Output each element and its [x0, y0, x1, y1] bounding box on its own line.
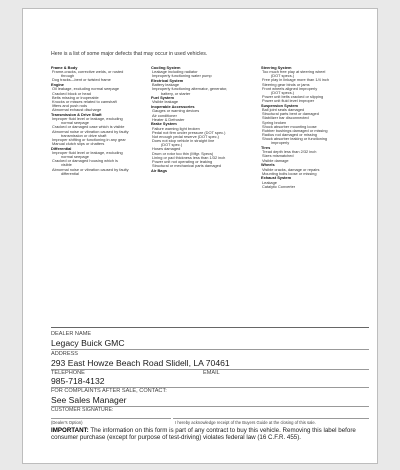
complaints-contact: See Sales Manager	[51, 395, 127, 405]
defect-item: Hoses damaged	[152, 146, 181, 152]
defect-item: battery, or starter	[161, 90, 191, 96]
defect-category: Transmission & Drive Shaft	[51, 111, 102, 117]
defect-item: Power unit belts cracked or slipping	[262, 94, 324, 100]
defect-item: Heater & Defroster	[152, 116, 185, 122]
defect-item: normal seepage	[61, 120, 89, 126]
defect-item: through	[61, 73, 75, 79]
signature-line	[51, 418, 171, 419]
defect-item: Abnormal exhaust discharge	[52, 107, 102, 113]
defect-item: Radius rod damaged or missing	[262, 132, 317, 138]
dealer-telephone: 985-718-4132	[51, 376, 105, 386]
defect-item: Stabilizer bar disconnected	[262, 115, 309, 121]
defect-item: Improperly functioning water pump	[152, 73, 212, 79]
acknowledgement-text: I hereby acknowledge receipt of the Buyers Guide at the closing of this sale.	[175, 420, 316, 425]
defect-item: Dog tracks—bent or twisted frame	[52, 77, 111, 83]
dealer-name-label: DEALER NAME	[51, 331, 92, 337]
defect-item: improperly	[271, 140, 290, 146]
defect-category: Fuel System	[151, 95, 174, 101]
defect-item: Tread depth less than 2/32 inch	[262, 149, 317, 155]
defect-item: transmission or drive shaft	[61, 132, 107, 138]
defect-item: Battery leakage	[152, 82, 180, 88]
defect-item: visible	[61, 162, 72, 168]
important-notice	[51, 427, 371, 442]
defect-item: (DOT specs.)	[271, 89, 295, 95]
defect-item: Power unit fluid level improper	[262, 98, 315, 104]
defect-item: Leakage including radiator	[152, 69, 198, 75]
defect-category: Inoperable Accessories	[151, 104, 195, 110]
defect-item: Abnormal noise or vibration caused by faulty	[52, 166, 129, 172]
defect-item: Does not stop vehicle in straight line	[152, 138, 215, 144]
defect-item: Free play in linkage more than 1/4 inch	[262, 77, 330, 83]
defects-column-3	[261, 66, 361, 189]
defect-item: Drum or rotor too thin (Mfgr. Specs)	[152, 150, 214, 156]
defects-columns	[51, 66, 369, 328]
address-label: ADDRESS	[51, 351, 79, 357]
defect-item: Frame-cracks, corrective welds, or rusted	[52, 69, 124, 75]
defects-column-1	[51, 66, 143, 176]
defect-item: (DOT specs.)	[271, 73, 295, 79]
important-lead: IMPORTANT:	[51, 427, 89, 434]
defect-item: Catalytic Converter	[262, 183, 296, 189]
defect-item: Visible leakage	[152, 99, 179, 105]
dealer-name: Legacy Buick GMC	[51, 338, 125, 348]
defect-item: Ball joint seals damaged	[262, 107, 305, 113]
important-text: The information on this form is part of any contract to buy this vehicle. Removing this label before consumer purchase (except for purpose of test-driving) violates federal law (16 C.F.R. 455).	[51, 427, 356, 442]
defect-item: Visible damage	[262, 157, 289, 163]
defect-item: Rubber bushings damaged or missing	[262, 127, 328, 133]
defect-item: Cracked or damaged case which is visible	[52, 124, 125, 130]
defect-item: Not enough pedal reserve (DOT spec.)	[152, 133, 219, 139]
defect-category: Exhaust System	[261, 175, 292, 181]
defect-item: Gauges or warning devices	[152, 108, 200, 114]
defect-item: Steering gear binds or jams	[262, 81, 310, 87]
defect-item: Shock absorber leaking or functioning	[262, 136, 328, 142]
defect-category: Differential	[51, 145, 72, 151]
defect-item: differential	[61, 170, 79, 176]
defect-item: Leakage	[262, 179, 277, 185]
defect-item: Cracked block or head	[52, 90, 91, 96]
defect-item: Structural or mechanical parts damaged	[152, 162, 221, 168]
defect-item: Shock absorber mounting loose	[262, 123, 317, 129]
dealer-address: 293 East Howze Beach Road Slidell, LA 70461	[51, 358, 230, 368]
defect-item: Visible cracks, damage or repairs	[262, 166, 320, 172]
defect-category: Steering System	[261, 65, 292, 70]
defect-item: Improper fluid level or leakage, excluding	[52, 116, 123, 122]
defect-item: Spring broken	[262, 119, 287, 125]
defect-item: Improperly functioning alternator, generator,	[152, 86, 228, 92]
defect-item: Power unit not operating or leaking	[152, 158, 213, 164]
defect-item: Structural parts bent or damaged	[262, 111, 319, 117]
customer-signature-label: CUSTOMER SIGNATURE:	[51, 407, 114, 413]
defect-item: Oil leakage, excluding normal seepage	[52, 86, 120, 92]
defect-category: Frame & Body	[51, 65, 78, 70]
section-divider	[51, 327, 369, 328]
defect-category: Engine	[51, 82, 64, 88]
email-label: EMAIL	[203, 370, 220, 376]
defect-category: Air Bags	[151, 167, 167, 173]
defect-item: normal seepage	[61, 154, 89, 160]
defect-category: Electrical System	[151, 78, 184, 84]
defect-item: (DOT spec.)	[161, 142, 183, 148]
defect-item: Knocks or misses related to camshaft	[52, 98, 117, 104]
defect-item: Manual clutch slips or chatters	[52, 141, 105, 146]
defect-item: Sizes mismatched	[262, 153, 294, 159]
telephone-label: TELEPHONE	[51, 370, 85, 376]
defect-item: Improper shifting or functioning in any gear	[52, 136, 126, 142]
defects-intro: Here is a list of some major defects that may occur in used vehicles.	[51, 51, 208, 57]
defect-item: Air conditioner	[152, 112, 177, 118]
defect-item: Front wheels aligned improperly	[262, 85, 318, 91]
defect-item: Abnormal noise or vibration caused by faulty	[52, 128, 129, 134]
defect-category: Suspension System	[261, 103, 298, 108]
defect-item: Belts missing or inoperable	[52, 94, 99, 100]
acknowledgement-line	[173, 418, 369, 419]
defect-category: Wheels	[261, 162, 275, 168]
defect-category: Brake System	[151, 121, 177, 127]
buyers-guide-page	[22, 8, 378, 464]
complaints-label: FOR COMPLAINTS AFTER SALE, CONTACT:	[51, 388, 167, 394]
defect-item: Pedal not firm under pressure (DOT spec.)	[152, 129, 226, 135]
defect-item: Improper fluid level or leakage, excluding	[52, 149, 123, 155]
defects-column-2	[151, 66, 253, 173]
dealers-option-note: (Dealer's Option)	[51, 420, 83, 425]
defect-item: Failure warning light broken	[152, 125, 200, 131]
dealer-name-line	[51, 349, 369, 350]
defect-item: Mounting bolts loose or missing	[262, 170, 317, 176]
defect-category: Tires	[261, 145, 271, 151]
defect-item: Too much free play at steering wheel	[262, 69, 326, 75]
defect-category: Cooling System	[151, 65, 181, 70]
defect-item: Cracked or damaged housing which is	[52, 158, 118, 164]
defect-item: lifters and push rods	[52, 103, 88, 108]
defect-item: Lining or pad thickness less than 1/32 inch	[152, 154, 226, 160]
